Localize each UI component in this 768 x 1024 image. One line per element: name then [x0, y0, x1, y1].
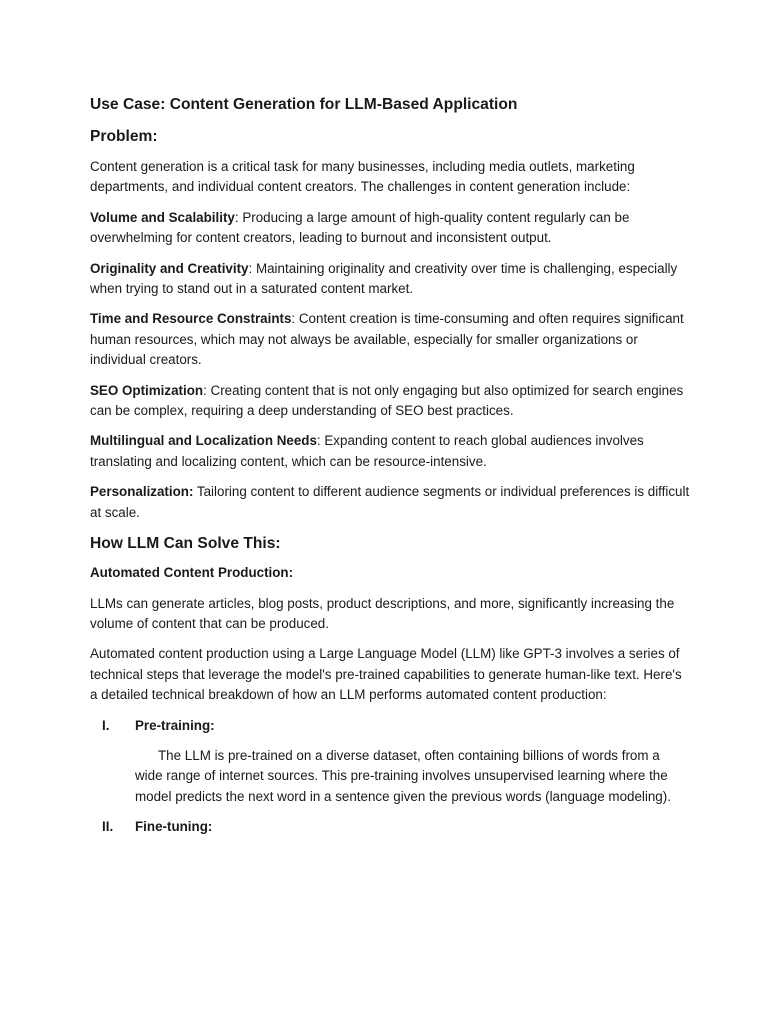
challenge-item	[90, 309, 690, 370]
step-label: Fine-tuning:	[135, 819, 213, 835]
challenge-separator: :	[316, 433, 321, 449]
challenge-separator: :	[248, 260, 253, 276]
challenge-item	[90, 381, 690, 422]
step-header	[90, 817, 690, 837]
challenge-separator: :	[203, 382, 207, 398]
challenge-separator: :	[291, 311, 296, 327]
challenge-item	[90, 259, 690, 300]
challenge-term: SEO Optimization	[90, 382, 204, 398]
document-page	[90, 94, 690, 848]
challenge-separator: :	[234, 209, 239, 225]
challenge-item	[90, 431, 690, 472]
step-item	[90, 817, 690, 837]
challenges-list	[90, 208, 690, 523]
challenge-term: Time and Resource Constraints	[90, 311, 292, 327]
step-body: The LLM is pre-trained on a diverse dataset, often containing billions of words from a wide range of internet sources. This pre-training involves unsupervised learning where the model predicts the next word in a sentence given the previous words (language modeling).	[135, 747, 671, 804]
solve-heading: How LLM Can Solve This:	[90, 535, 281, 553]
intro-paragraph: Content generation is a critical task for many businesses, including media outlets, marketing departments, and individual content creators. The challenges in content generation include:	[90, 159, 635, 195]
step-label: Pre-training:	[135, 717, 215, 733]
challenge-item	[90, 482, 690, 523]
document-title: Use Case: Content Generation for LLM-Based Application	[90, 96, 518, 113]
challenge-term: Multilingual and Localization Needs	[90, 433, 317, 449]
steps-list	[90, 716, 690, 838]
challenge-text: Expanding content to reach global audiences involves translating and localizing content, which can be resource-intensive.	[90, 433, 644, 469]
challenge-term: Volume and Scalability	[90, 209, 235, 225]
automated-subheading: Automated Content Production:	[90, 565, 294, 581]
challenge-text: Creating content that is not only engaging but also optimized for search engines can be complex, requiring a deep understanding of SEO best practices.	[90, 382, 684, 419]
challenge-item	[90, 208, 690, 249]
challenge-term: Originality and Creativity	[90, 260, 249, 276]
problem-heading: Problem:	[90, 128, 158, 145]
challenge-text: Maintaining originality and creativity over time is challenging, especially when trying to stand out in a saturated content market.	[90, 260, 678, 297]
automated-paragraph-2: Automated content production using a Large Language Model (LLM) like GPT-3 involves a series of technical steps that leverage the model's pre-trained capabilities to generate human-like text. Here's a detailed technical breakdown of how an LLM performs automated content production:	[90, 646, 682, 703]
step-number: II.	[102, 819, 114, 835]
step-number: I.	[102, 717, 110, 733]
automated-paragraph-1: LLMs can generate articles, blog posts, product descriptions, and more, significantly increasing the volume of content that can be produced.	[90, 595, 675, 631]
challenge-text: Producing a large amount of high-quality content regularly can be overwhelming for content creators, leading to burnout and inconsistent output.	[90, 209, 630, 246]
step-header	[90, 716, 690, 736]
challenge-text: Tailoring content to different audience segments or individual preferences is difficult at scale.	[90, 484, 690, 520]
challenge-text: Content creation is time-consuming and often requires significant human resources, which may not always be available, especially for smaller organizations or individual creators.	[90, 311, 684, 368]
step-item	[90, 716, 690, 808]
challenge-term: Personalization:	[90, 484, 194, 500]
